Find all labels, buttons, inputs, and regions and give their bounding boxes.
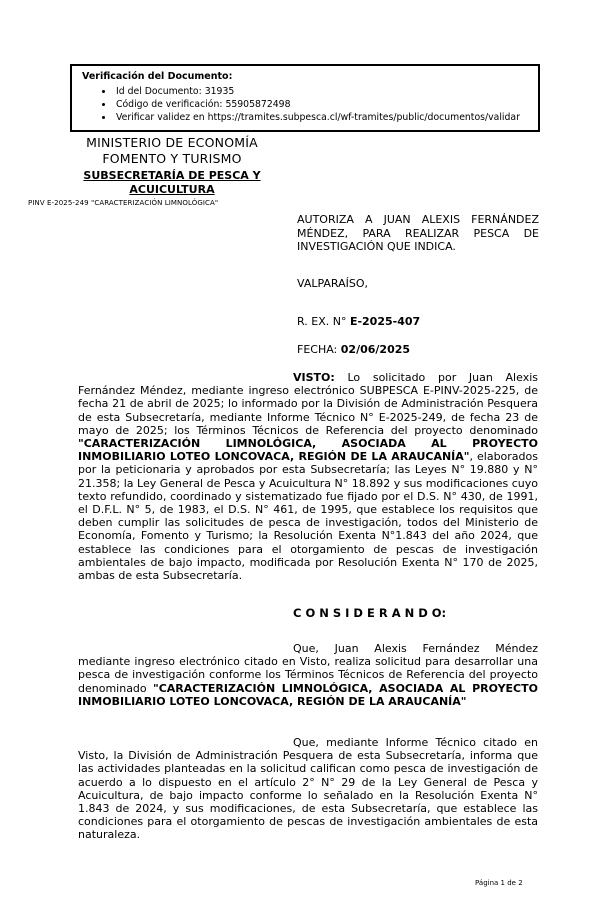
visto-text-post: , elaborados por la peticionaria y aprobados por esta Subsecretaría; las Leyes N° 19.880 y N° 21.358; la Ley General de Pesca y Acuicultura N° 18.892 y sus modificaciones cuyo texto refundido, coordinado y sistematizado fue fijado por el D.S. N° 430, de 1991, el D.F.L. N° 5, de 1983, el D.S. N° 461, de 1995, que establece los requisitos que deben cumplir las solicitudes de pesca de investigación, todos del Ministerio de Economía, Fomento y Turismo; la Resolución Exenta N°1.843 del año 2024, que establece las condiciones para el otorgamiento de pescas de investigación ambientales de bajo impacto, modificada por Resolución Exenta N° 170 de 2025, ambas de esta Subsecretaría. — [78, 450, 538, 583]
considerando-heading: C O N S I D E R A N D O: — [293, 606, 447, 620]
considerando-paragraph-2: Que, mediante Informe Técnico citado en Visto, la División de Administración Pesquera de esta Subsecretaría, informa que las actividades planteadas en la solicitud califican como pesca de investigación de acuerdo a lo dispuesto en el artículo 2° N° 29 de la Ley General de Pesca y Acuicultura, de bajo impacto conforme lo señalado en la Resolución Exenta N° 1.843 de 2024, y sus modificaciones, de esta Subsecretaría, que establece las condiciones para el otorgamiento de pescas de investigación ambientales de esta naturaleza. — [78, 736, 538, 842]
visto-project-name: "CARACTERIZACIÓN LIMNOLÓGICA, ASOCIADA AL PROYECTO INMOBILIARIO LOTEO LONCOVACA, REGIÓN DE LA ARAUCANÍA" — [78, 437, 538, 464]
visto-text-pre: Lo solicitado por Juan Alexis Fernández Méndez, mediante ingreso electrónico SUBPESCA E-PINV-2025-225, de fecha 21 de abril de 2025; lo informado por la División de Administración Pesquera de esta Subsecretaría, mediante Informe Técnico N° E-2025-249, de fecha 23 de mayo de 2025; los Términos Técnicos de Referencia del proyecto denominado — [78, 371, 538, 437]
resolution-date-value: 02/06/2025 — [340, 343, 411, 356]
considerando-1-project-name: "CARACTERIZACIÓN LIMNOLÓGICA, ASOCIADA AL PROYECTO INMOBILIARIO LOTEO LONCOVACA, REGIÓN DE LA ARAUCANÍA" — [78, 681, 538, 708]
resolution-number-value: E-2025-407 — [349, 315, 421, 328]
project-reference: PINV E-2025-249 "CARACTERIZACIÓN LIMNOLÓGICA" — [28, 199, 219, 207]
visto-label: VISTO: — [293, 371, 335, 384]
resolution-number — [297, 315, 420, 328]
verification-title: Verificación del Documento: — [82, 71, 233, 82]
visto-paragraph — [78, 371, 538, 582]
city-line: VALPARAÍSO, — [297, 277, 369, 290]
resolution-number-label: R. EX. N° — [297, 315, 350, 328]
considerando-paragraph-1 — [78, 642, 538, 708]
resolution-date — [297, 343, 410, 356]
verification-item-url: • Verificar validez en https://tramites.subpesca.cl/wf-tramites/public/documentos/validar — [114, 111, 534, 124]
verification-item-document-id: • Id del Documento: 31935 — [114, 85, 534, 98]
verification-list — [82, 85, 534, 124]
page-number-indicator: Página 1 de 2 — [475, 879, 523, 887]
verification-box — [70, 64, 540, 132]
ministry-name — [28, 135, 316, 167]
ministry-line2: FOMENTO Y TURISMO — [102, 151, 242, 166]
resolution-date-label: FECHA: — [297, 343, 341, 356]
resolution-subject: AUTORIZA A JUAN ALEXIS FERNÁNDEZ MÉNDEZ, PARA REALIZAR PESCA DE INVESTIGACIÓN QUE INDICA. — [297, 213, 539, 253]
subsecretaria-title: SUBSECRETARÍA DE PESCA Y ACUICULTURA — [83, 169, 261, 196]
verification-item-code: • Código de verificación: 55905872498 — [114, 98, 534, 111]
considerando-1-pre: Que, Juan Alexis Fernández Méndez mediante ingreso electrónico citado en Visto, realiza solicitud para desarrollar una pesca de investigación conforme los Términos Técnicos de Referencia del proyecto denominado — [78, 642, 538, 695]
ministry-line1: MINISTERIO DE ECONOMÍA — [86, 135, 258, 150]
